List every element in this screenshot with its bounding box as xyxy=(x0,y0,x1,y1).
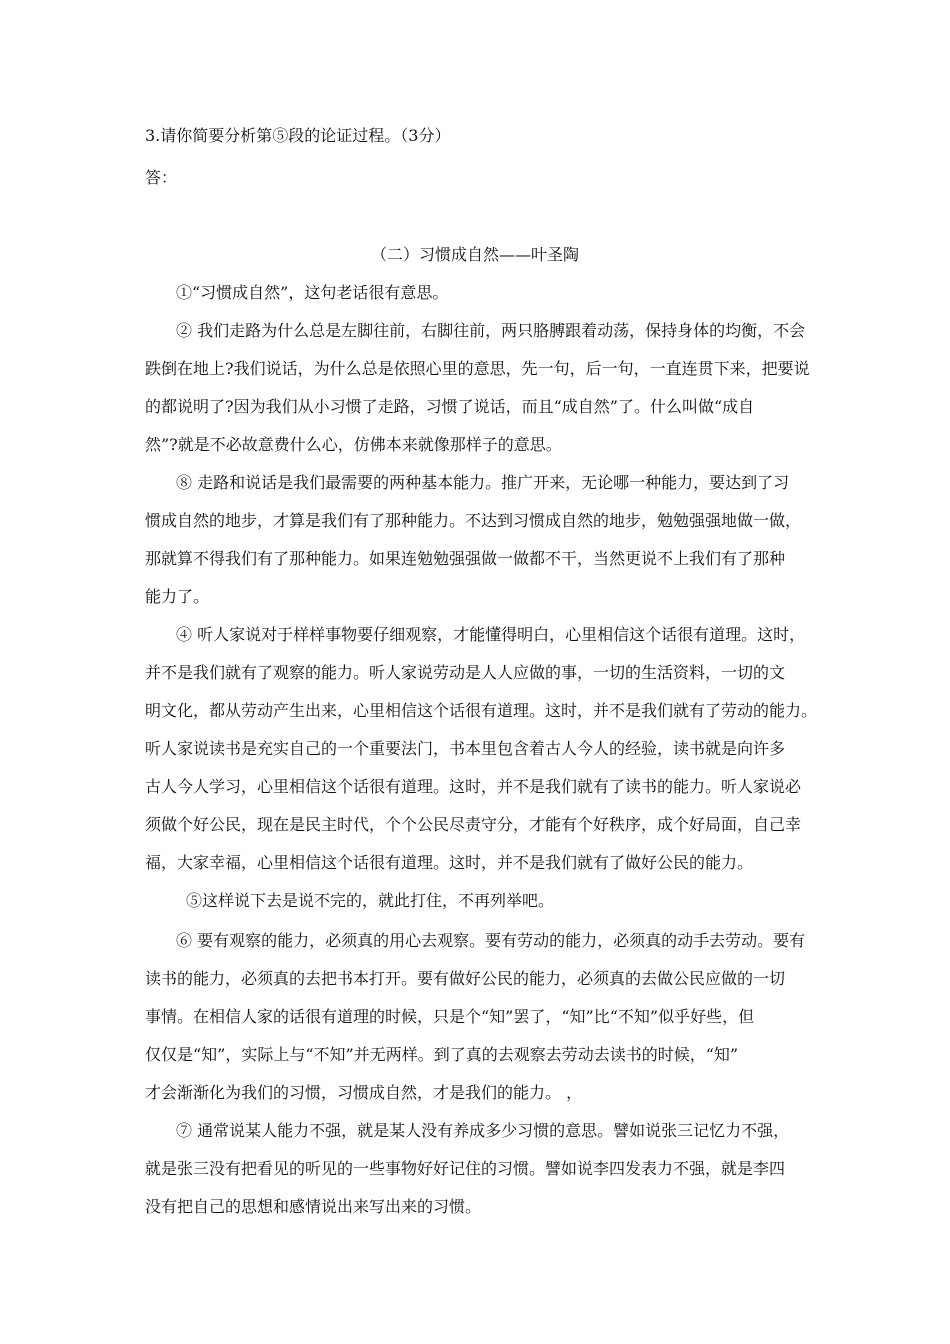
paragraph-4-line: 并不是我们就有了观察的能力。听人家说劳动是人人应做的事，一切的生活资料，一切的文 xyxy=(145,663,786,682)
paragraph-5-line: ⑤这样说下去是说不完的，就此打住，不再列举吧。 xyxy=(186,891,555,910)
paragraph-6-line: ⑥ 要有观察的能力，必须真的用心去观察。要有劳动的能力，必须真的动手去劳动。要有 xyxy=(176,931,806,950)
paragraph-4-line: 须做个好公民，现在是民主时代，个个公民尽责守分，才能有个好秩序，成个好局面，自己幸 xyxy=(145,815,802,834)
paragraph-2-line: ② 我们走路为什么总是左脚往前，右脚往前，两只胳膊跟着动荡，保持身体的均衡，不会 xyxy=(176,321,806,340)
answer-label: 答： xyxy=(145,168,178,187)
paragraph-1-line: ①“习惯成自然”，这句老话很有意思。 xyxy=(176,283,449,302)
paragraph-3-line: 那就算不得我们有了那种能力。如果连勉勉强强做一做都不干，当然更说不上我们有了那种 xyxy=(145,549,786,568)
paragraph-3-line: 能力了。 xyxy=(145,587,210,606)
paragraph-6-line: 仅仅是“知”，实际上与“不知”并无两样。到了真的去观察去劳动去读书的时候，“知” xyxy=(145,1045,739,1064)
article-title: （二）习惯成自然——叶圣陶 xyxy=(370,245,579,264)
question-3: 3.请你简要分析第⑤段的论证过程。（3分） xyxy=(145,126,451,145)
paragraph-4-line: 古人今人学习，心里相信这个话很有道理。这时，并不是我们就有了读书的能力。听人家说必 xyxy=(145,777,802,796)
paragraph-2-line: 然”?就是不必故意费什么心，仿佛本来就像那样子的意思。 xyxy=(145,435,562,454)
paragraph-7-line: 没有把自己的思想和感情说出来写出来的习惯。 xyxy=(145,1197,482,1216)
paragraph-6-line: 读书的能力，必须真的去把书本打开。要有做好公民的能力，必须真的去做公民应做的一切 xyxy=(145,969,786,988)
paragraph-6-line: 事情。在相信人家的话很有道理的时候，只是个“知”罢了，“知”比“不知”似乎好些，但 xyxy=(145,1007,755,1026)
paragraph-2-line: 跌倒在地上?我们说话，为什么总是依照心里的意思，先一句，后一句，一直连贯下来，把要说 xyxy=(145,359,810,378)
paragraph-2-line: 的都说明了?因为我们从小习惯了走路，习惯了说话，而且“成自然”了。什么叫做“成自 xyxy=(145,397,755,416)
paragraph-4-line: 听人家说读书是充实自己的一个重要法门，书本里包含着古人今人的经验，读书就是向许多 xyxy=(145,739,786,758)
paragraph-3-line: ⑧ 走路和说话是我们最需要的两种基本能力。推广开来，无论哪一种能力，要达到了习 xyxy=(176,473,790,492)
paragraph-4-line: 明文化，都从劳动产生出来，心里相信这个话很有道理。这时，并不是我们就有了劳动的能力。 xyxy=(145,701,818,720)
paragraph-7-line: ⑦ 通常说某人能力不强，就是某人没有养成多少习惯的意思。譬如说张三记忆力不强， xyxy=(176,1121,790,1140)
paragraph-6-line: 才会渐渐化为我们的习惯，习惯成自然，才是我们的能力。 ， xyxy=(145,1083,583,1102)
paragraph-4-line: 福，大家幸福，心里相信这个话很有道理。这时，并不是我们就有了做好公民的能力。 xyxy=(145,853,754,872)
paragraph-4-line: ④ 听人家说对于样样事物要仔细观察，才能懂得明白，心里相信这个话很有道理。这时， xyxy=(176,625,806,644)
paragraph-7-line: 就是张三没有把看见的听见的一些事物好好记住的习惯。譬如说李四发表力不强，就是李四 xyxy=(145,1159,786,1178)
paragraph-3-line: 惯成自然的地步，才算是我们有了那种能力。不达到习惯成自然的地步，勉勉强强地做一做， xyxy=(145,511,802,530)
